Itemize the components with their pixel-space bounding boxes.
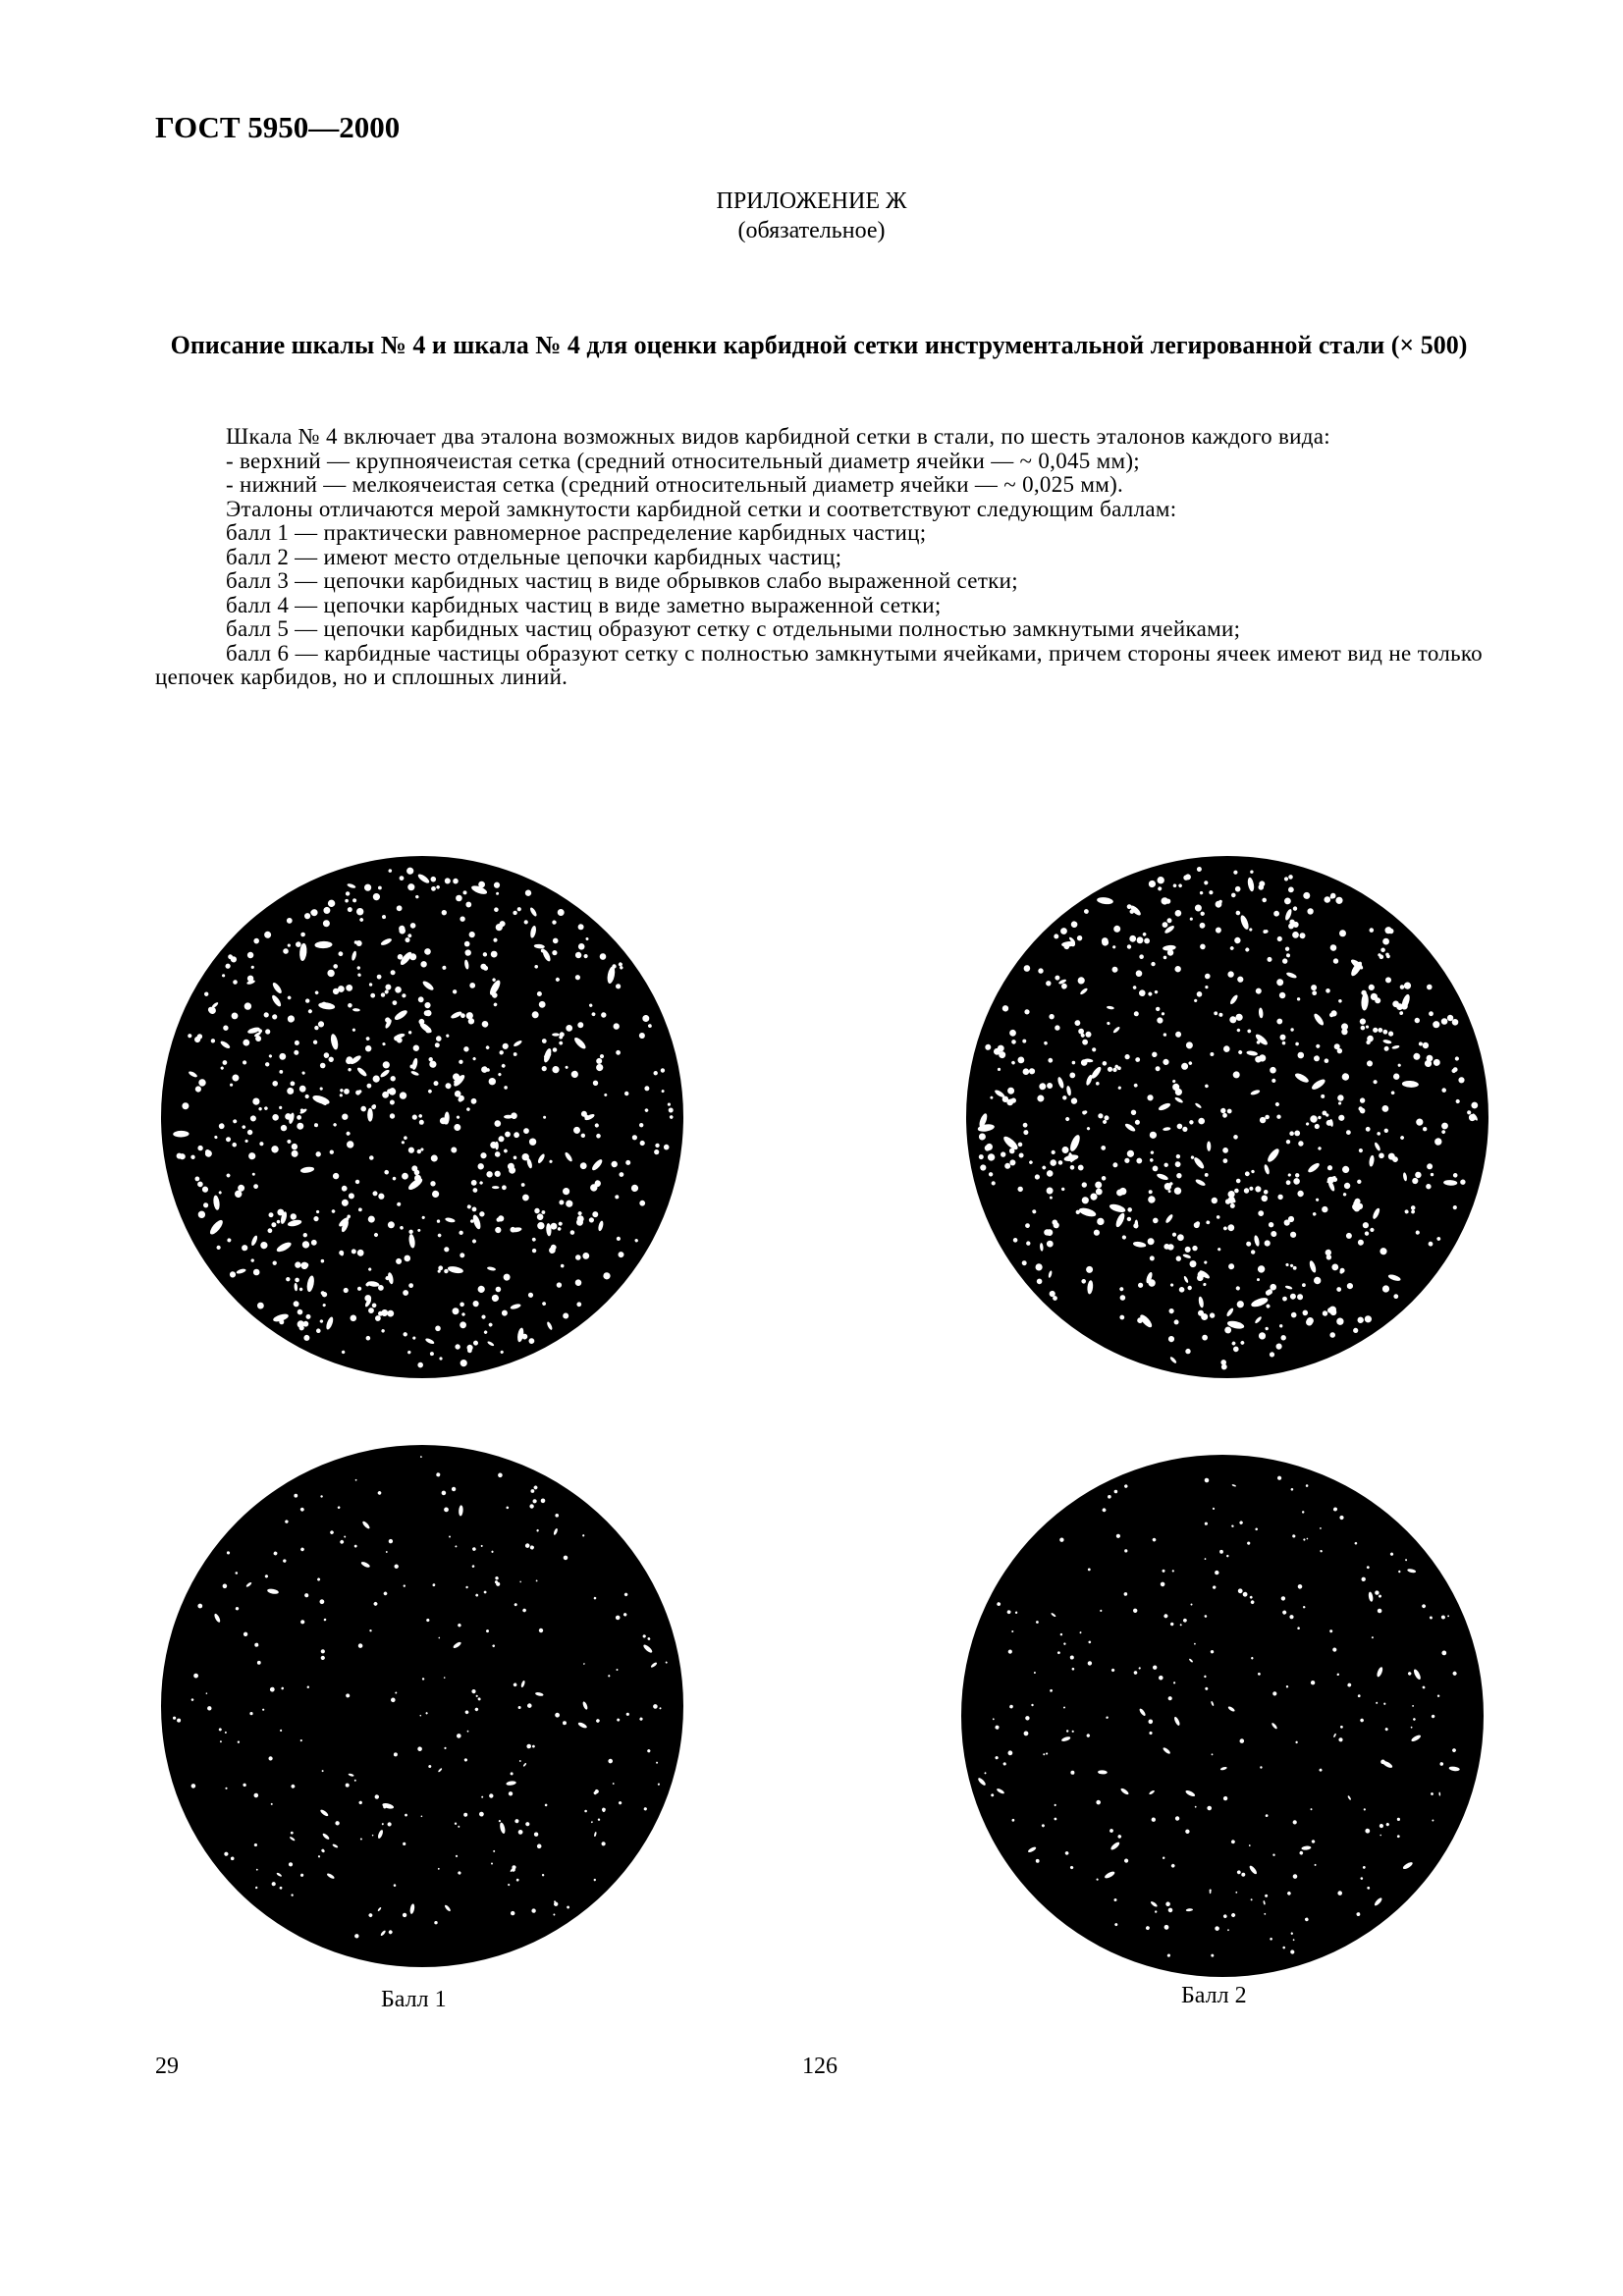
micrograph-disc [966,856,1488,1378]
carbide-particle [612,964,616,968]
carbide-particle [1259,884,1265,890]
carbide-particle [419,1120,424,1125]
micrograph-upper-ball-1 [157,852,687,1382]
carbide-particle [349,1193,354,1199]
section-heading: Описание шкалы № 4 и шкала № 4 для оценки карбидной сетки инструментальной легированной стали (× 500) [170,331,1468,359]
micrograph-disc [161,1445,683,1967]
carbide-particle [1198,1118,1205,1125]
carbide-particle [1423,1127,1427,1131]
figure-caption: Балл 2 [1181,1983,1247,2008]
paragraph: балл 3 — цепочки карбидных частиц в виде обрывков слабо выраженной сетки; [226,568,1018,593]
carbide-particle [1137,936,1144,943]
paragraph: балл 5 — цепочки карбидных частиц образуют сетку с отдельными полностью замкнутыми ячейками; [226,616,1241,641]
paragraph: - верхний — крупноячеистая сетка (средний относительный диаметр ячейки — ~ 0,045 мм); [226,448,1141,473]
carbide-particle [484,1591,487,1594]
carbide-particle [1088,1569,1091,1572]
paragraph: балл 4 — цепочки карбидных частиц в виде заметно выраженной сетки; [226,592,942,617]
page-number-center: 126 [802,2054,838,2079]
carbide-particle [253,1269,260,1276]
carbide-particle [1385,977,1391,983]
carbide-particle [249,1712,252,1715]
paragraph: Шкала № 4 включает два эталона возможных видов карбидной сетки в стали, по шесть эталонов каждого вида: [226,424,1330,449]
micrograph-disc [161,856,683,1378]
carbide-particle [511,1911,514,1915]
micrograph-disc [961,1455,1484,1977]
page-number-left: 29 [155,2054,179,2079]
paragraph: балл 1 — практически равномерное распределение карбидных частиц; [226,520,927,545]
carbide-particle [1294,1131,1300,1137]
appendix-title: ПРИЛОЖЕНИЕ Ж [716,188,907,214]
carbide-particle [534,1833,538,1837]
standard-number: ГОСТ 5950—2000 [155,110,401,144]
carbide-particle [464,941,470,947]
carbide-particle [552,1033,560,1036]
appendix-status: (обязательное) [737,218,886,243]
paragraph: балл 2 — имеют место отдельные цепочки карбидных частиц; [226,544,842,569]
figure-caption: Балл 1 [381,1987,447,2012]
carbide-particle [207,1706,211,1710]
paragraph: Эталоны отличаются мерой замкнутости карбидной сетки и соответствуют следующим баллам: [226,496,1177,521]
carbide-particle [1086,1266,1093,1273]
micrograph-lower-ball-1 [157,1441,687,1971]
micrograph-upper-ball-2 [962,852,1492,1382]
carbide-particle [367,1108,373,1122]
carbide-particle [1072,1668,1075,1671]
carbide-particle [279,1053,286,1060]
body-text [155,425,1483,690]
micrograph-lower-ball-2 [957,1451,1488,1981]
carbide-particle [499,1820,501,1822]
paragraph: - нижний — мелкоячеистая сетка (средний относительный диаметр ячейки — ~ 0,025 мм). [226,472,1124,497]
paragraph: балл 6 — карбидные частицы образуют сетку с полностью замкнутыми ячейками, причем стороны ячеек имеют вид не только цепочек карбидов, но и сплошных линий. [155,640,1483,689]
appendix-header [0,187,1623,245]
